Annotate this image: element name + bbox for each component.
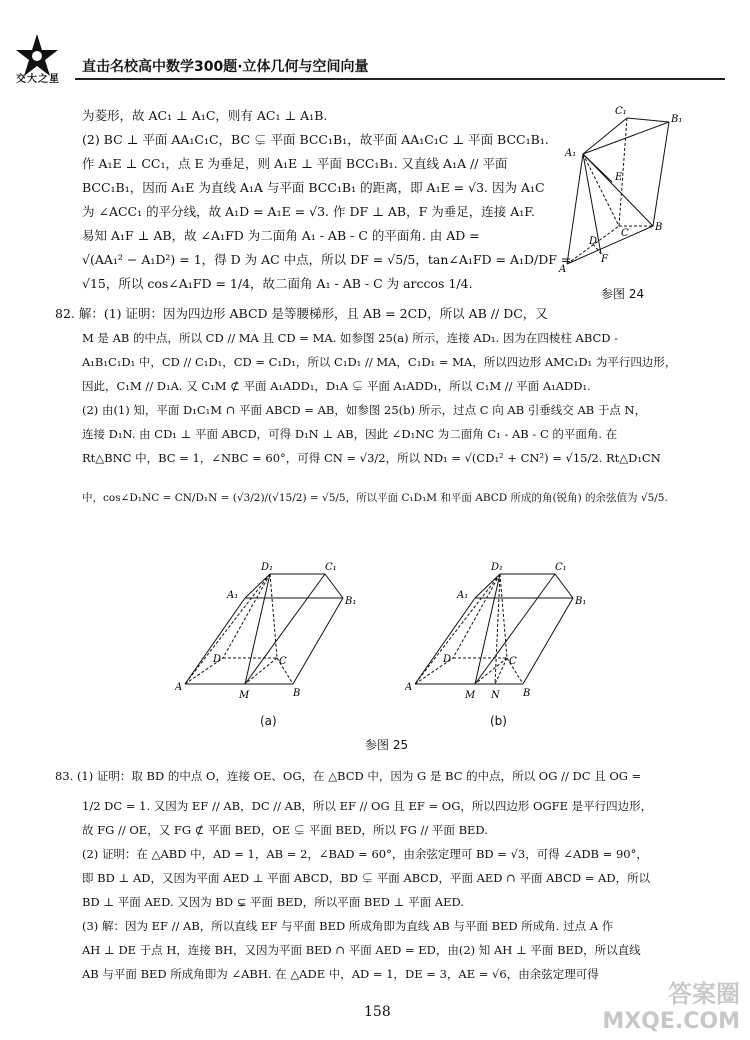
text-line: 连接 D₁N. 由 CD₁ ⊥ 平面 ABCD，可得 D₁N ⊥ AB，因此 ∠D₁NC 为二面角 C₁ - AB - C 的平面角. 在 <box>82 427 618 441</box>
figure-25b-label: (b) <box>490 714 507 728</box>
header-rule <box>75 78 725 80</box>
text-line: (3) 解：因为 EF // AB，所以直线 EF 与平面 BED 所成角即为直线 AB 与平面 BED 所成角. 过点 A 作 <box>82 919 614 933</box>
text-line: 作 A₁E ⊥ CC₁，点 E 为垂足，则 A₁E ⊥ 平面 BCC₁B₁. 又直线 A₁A // 平面 <box>82 156 508 171</box>
text-line: 为 ∠ACC₁ 的平分线，故 A₁D = A₁E = √3. 作 DF ⊥ AB，F 为垂足，连接 A₁F. <box>82 204 535 219</box>
text-line: 1/2 DC = 1. 又因为 EF // AB，DC // AB，所以 EF // OG 且 EF = OG，所以四边形 OGFE 是平行四边形， <box>82 799 653 813</box>
fig25a-label: A <box>175 682 183 693</box>
page-number: 158 <box>364 1004 391 1020</box>
fig24-label: C <box>621 228 629 239</box>
fig24-label: B₁ <box>671 114 683 125</box>
watermark-line1: 答案圈 <box>668 980 740 1008</box>
figure-25a-label: (a) <box>260 714 277 728</box>
text-line: √(AA₁² − A₁D²) = 1，得 D 为 AC 中点，所以 DF = √5/5，tan∠A₁FD = A₁D/DF = <box>82 252 572 267</box>
watermark <box>602 980 740 1036</box>
text-line: AB 与平面 BED 所成角即为 ∠ABH. 在 △ADE 中，AD = 1，DE = 3，AE = √6，由余弦定理可得 <box>82 967 599 981</box>
text-line: 即 BD ⊥ AD，又因为平面 AED ⊥ 平面 ABCD，BD ⊊ 平面 ABCD，平面 AED ∩ 平面 ABCD = AD，所以 <box>82 871 651 885</box>
figure-25a-diagram <box>175 560 365 710</box>
text-line: 为菱形，故 AC₁ ⊥ A₁C，则有 AC₁ ⊥ A₁B. <box>82 108 328 123</box>
text-line: (2) BC ⊥ 平面 AA₁C₁C，BC ⊊ 平面 BCC₁B₁，故平面 AA₁C₁C ⊥ 平面 BCC₁B₁. <box>82 132 549 147</box>
fig24-label: A <box>559 264 567 275</box>
figure-25-caption: 参图 25 <box>365 738 409 752</box>
fig24-label: B <box>655 222 663 233</box>
text-line: Rt△BNC 中，BC = 1，∠NBC = 60°，可得 CN = √3/2，所以 ND₁ = √(CD₁² + CN²) = √15/2. Rt△D₁CN <box>82 451 661 465</box>
fig25a-label: C <box>279 656 287 667</box>
watermark-line2: MXQE.COM <box>602 1009 740 1034</box>
fig25a-label: B <box>293 688 301 699</box>
fig25a-label: D <box>213 654 222 665</box>
figure-24-caption: 参图 24 <box>601 287 645 301</box>
fig25b-label: D₁ <box>491 562 504 573</box>
text-line: (2) 证明：在 △ABD 中，AD = 1，AB = 2，∠BAD = 60°，由余弦定理可 BD = √3，可得 ∠ADB = 90°， <box>82 847 648 861</box>
fig25b-label: N <box>491 690 500 701</box>
text-line: BD ⊥ 平面 AED. 又因为 BD ⊊ 平面 BED，所以平面 BED ⊥ 平面 AED. <box>82 895 464 909</box>
text-line: 易知 A₁F ⊥ AB，故 ∠A₁FD 为二面角 A₁ - AB - C 的平面角. 由 AD = <box>82 228 480 243</box>
text-line: √15，所以 cos∠A₁FD = 1/4，故二面角 A₁ - AB - C 为 arccos 1/4. <box>82 276 473 291</box>
problem-82-line: 82. 解：(1) 证明：因为四边形 ABCD 是等腰梯形，且 AB = 2CD，所以 AB // DC，又 <box>55 306 548 321</box>
fig24-label: E <box>615 172 623 183</box>
fig25a-label: B₁ <box>345 596 357 607</box>
fig25a-label: D₁ <box>261 562 274 573</box>
fig24-label: C₁ <box>615 106 627 117</box>
fig25b-label: B <box>523 688 531 699</box>
fig25b-label: A₁ <box>457 590 469 601</box>
fig25b-label: M <box>465 690 476 701</box>
text-line: 故 FG // OE，又 FG ⊄ 平面 BED，OE ⊊ 平面 BED，所以 FG // 平面 BED. <box>82 823 488 837</box>
text-line: M 是 AB 的中点，所以 CD // MA 且 CD = MA. 如参图 25(a) 所示，连接 AD₁. 因为在四棱柱 ABCD - <box>82 331 619 345</box>
text-line: 中，cos∠D₁NC = CN/D₁N = (√3/2)/(√15/2) = √5/5，所以平面 C₁D₁M 和平面 ABCD 所成的角(锐角) 的余弦值为 √5/5. <box>82 492 668 504</box>
figure-25b-diagram <box>405 560 595 710</box>
fig25b-label: D <box>443 654 452 665</box>
logo-text: 交大之星 <box>16 74 60 85</box>
text-line: A₁B₁C₁D₁ 中，CD // C₁D₁，CD = C₁D₁，所以 C₁D₁ // MA，C₁D₁ = MA，所以四边形 AMC₁D₁ 为平行四边形， <box>82 355 677 369</box>
problem-83-line: 83. (1) 证明：取 BD 的中点 O，连接 OE、OG，在 △BCD 中，因为 G 是 BC 的中点，所以 OG // DC 且 OG = <box>55 769 642 783</box>
fig25b-label: A <box>405 682 413 693</box>
fig25a-label: A₁ <box>227 590 239 601</box>
fig24-label: D <box>589 236 598 247</box>
text-line: AH ⊥ DE 于点 H，连接 BH，又因为平面 BED ∩ 平面 AED = ED，由(2) 知 AH ⊥ 平面 BED，所以直线 <box>82 943 641 957</box>
figure-24-diagram <box>557 104 697 284</box>
text-line: (2) 由(1) 知，平面 D₁C₁M ∩ 平面 ABCD = AB，如参图 25(b) 所示，过点 C 向 AB 引垂线交 AB 于点 N， <box>82 403 647 417</box>
fig25b-label: C₁ <box>555 562 567 573</box>
fig25b-label: B₁ <box>575 596 587 607</box>
fig24-label: A₁ <box>565 148 577 159</box>
header-title: 直击名校高中数学300题·立体几何与空间向量 <box>82 59 369 75</box>
text-line: 因此，C₁M // D₁A. 又 C₁M ⊄ 平面 A₁ADD₁，D₁A ⊊ 平面 A₁ADD₁，所以 C₁M // 平面 A₁ADD₁. <box>82 379 591 393</box>
fig25a-label: M <box>239 690 250 701</box>
fig25a-label: C₁ <box>325 562 337 573</box>
fig24-label: F <box>601 254 608 265</box>
text-line: BCC₁B₁，因而 A₁E 为直线 A₁A 与平面 BCC₁B₁ 的距离，即 A₁E = √3. 因为 A₁C <box>82 180 545 195</box>
fig25b-label: C <box>509 656 517 667</box>
